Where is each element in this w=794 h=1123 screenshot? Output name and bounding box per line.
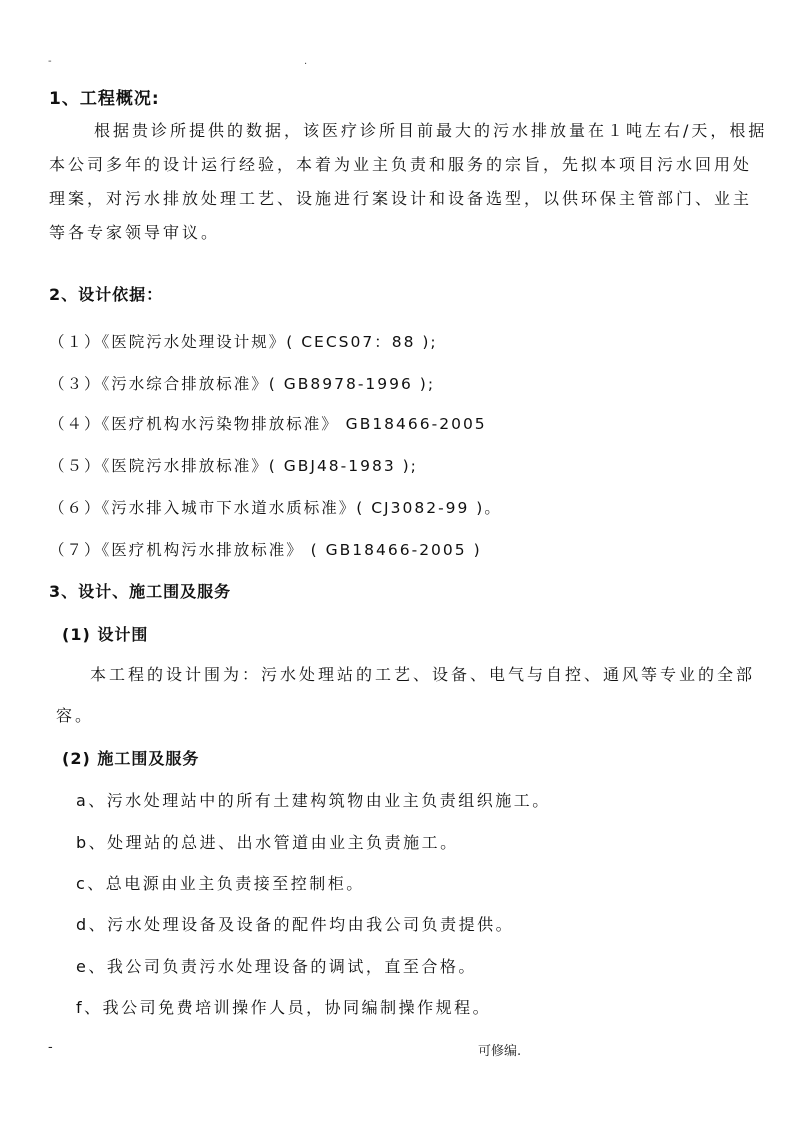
reference-item: （４）《医疗机构水污染物排放标准》 GB18466-2005 bbox=[49, 415, 487, 433]
paragraph-line: 等各专家领导审议。 bbox=[49, 223, 221, 242]
header-left-mark: - bbox=[48, 56, 52, 67]
reference-item: （７）《医疗机构污水排放标准》 ( GB18466-2005 ) bbox=[49, 541, 482, 559]
section-3-title: 3、设计、施工围及服务 bbox=[49, 582, 232, 601]
header-center-mark: . bbox=[304, 56, 308, 67]
service-item: a、污水处理站中的所有土建构筑物由业主负责组织施工。 bbox=[76, 791, 551, 810]
service-item: f、我公司免费培训操作人员，协同编制操作规程。 bbox=[76, 998, 492, 1017]
paragraph-line: 本公司多年的设计运行经验，本着为业主负责和服务的宗旨，先拟本项目污水回用处 bbox=[49, 155, 753, 174]
service-item: b、处理站的总进、出水管道由业主负责施工。 bbox=[76, 833, 459, 852]
paragraph-line: 根据贵诊所提供的数据，该医疗诊所目前最大的污水排放量在１吨左右/天，根据 bbox=[94, 121, 768, 140]
section-1-title: 1、工程概况: bbox=[49, 89, 160, 109]
footer-left-mark: - bbox=[48, 1040, 53, 1055]
service-item: e、我公司负责污水处理设备的调试，直至合格。 bbox=[76, 957, 477, 976]
reference-item: （６）《污水排入城市下水道水质标准》( CJ3082-99 )。 bbox=[49, 499, 502, 517]
paragraph-line: 本工程的设计围为：污水处理站的工艺、设备、电气与自控、通风等专业的全部 bbox=[90, 665, 756, 684]
paragraph-line: 理案，对污水排放处理工艺、设施进行案设计和设备选型，以供环保主管部门、业主 bbox=[49, 189, 753, 208]
service-item: d、污水处理设备及设备的配件均由我公司负责提供。 bbox=[76, 915, 515, 934]
reference-item: （３）《污水综合排放标准》( GB8978-1996 ); bbox=[49, 375, 436, 393]
subsection-1-title: (1) 设计围 bbox=[62, 625, 149, 644]
reference-item: （５）《医院污水排放标准》( GBJ48-1983 ); bbox=[49, 457, 418, 475]
subsection-2-title: (2) 施工围及服务 bbox=[62, 749, 200, 768]
footer-note: 可修编. bbox=[478, 1044, 522, 1059]
reference-item: （１）《医院污水处理设计规》( CECS07：88 ); bbox=[49, 333, 438, 351]
paragraph-line: 容。 bbox=[56, 706, 95, 725]
section-2-title: 2、设计依据： bbox=[49, 285, 164, 304]
service-item: c、总电源由业主负责接至控制柜。 bbox=[76, 874, 365, 893]
